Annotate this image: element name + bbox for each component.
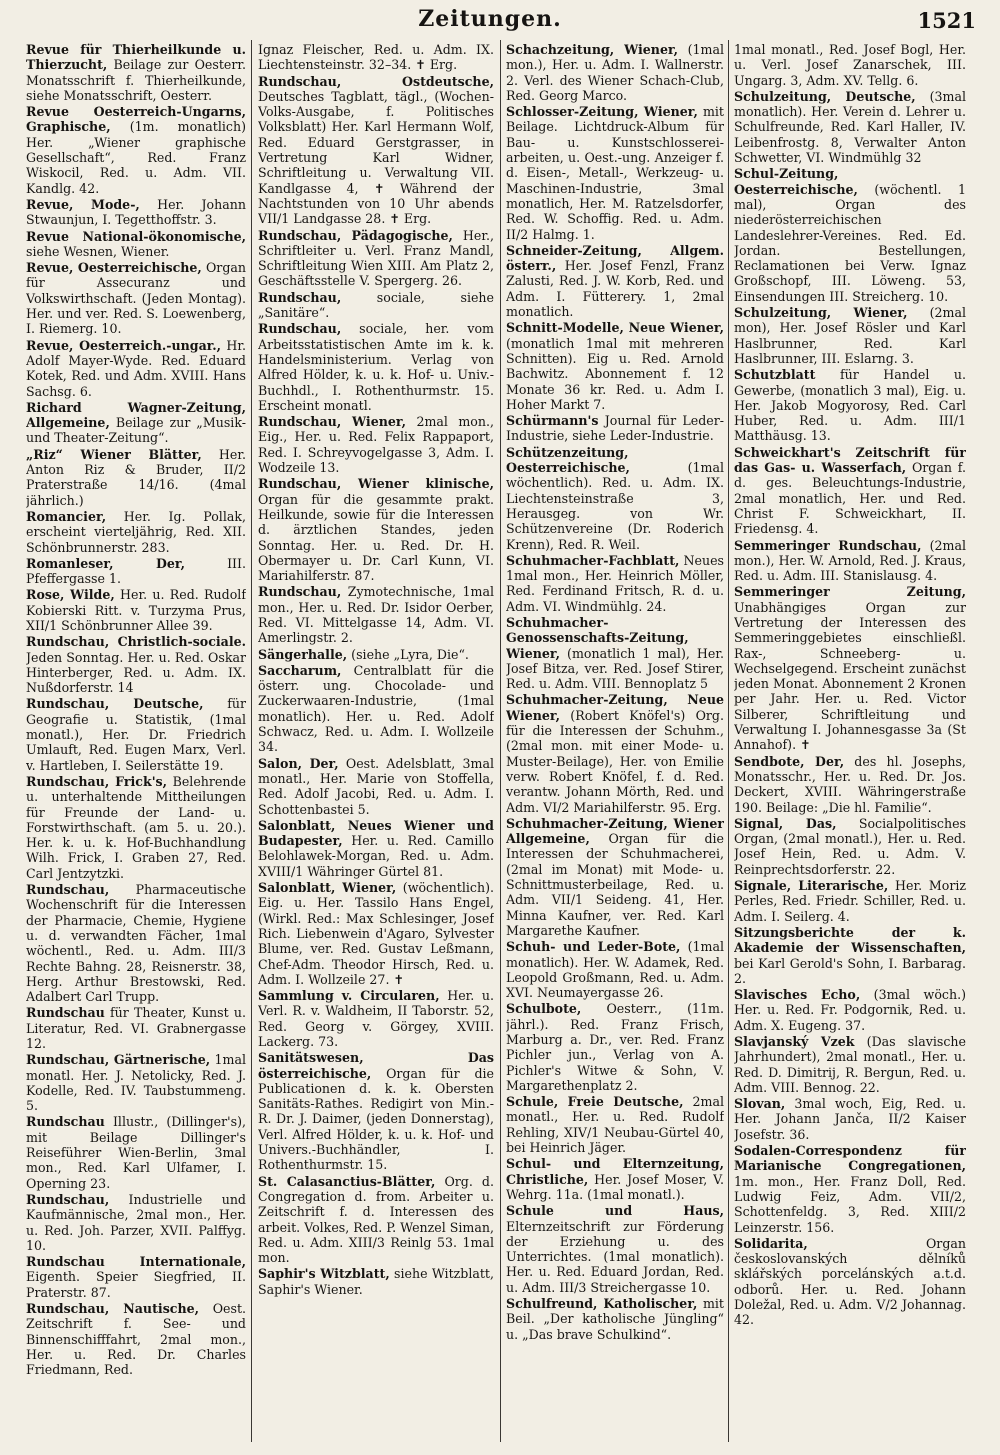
entry-text: Zymotechnische, 1mal mon., Her. u. Red. Dr. Isidor Oerber, Red. VI. Mittelgasse 14, Adm. VI. Amerlingstr. 2. [258, 584, 494, 646]
directory-entry [734, 925, 966, 986]
directory-entry [26, 1005, 246, 1051]
column-divider [251, 40, 252, 1442]
entry-title: Sanitätswesen, Das österreichische, [258, 1050, 494, 1081]
directory-entry [26, 556, 246, 587]
entry-text: (Das slavische Jahrhundert), 2mal monatl., Her. u. Red. D. Dimitrij, R. Bergun, Red. u. Adm. VIII. Bennog. 22. [734, 1034, 966, 1095]
directory-entry [734, 89, 966, 165]
directory-entry [258, 290, 494, 321]
column-divider [728, 40, 729, 1442]
entry-text: Journal für Leder-Industrie, siehe Leder-Industrie. [506, 413, 724, 444]
entry-title: Revue, Mode-, [26, 196, 140, 212]
entry-title: Schürmann's [506, 413, 599, 429]
entry-title: Schulfreund, Katholischer, [506, 1296, 698, 1312]
entry-title: Schule, Freie Deutsche, [506, 1094, 684, 1110]
entry-title: Schulbote, [506, 1001, 582, 1017]
directory-entry [26, 774, 246, 881]
directory-entry [26, 1114, 246, 1190]
directory-entry [734, 305, 966, 366]
directory-entry [734, 987, 966, 1033]
directory-entry [258, 321, 494, 413]
entry-text: Organ für die Publicationen d. k. k. Obersten Sanitäts-Rathes. Redigirt von Min.-R. Dr. J. Daimer, (jeden Donnerstag), Verl. Alfred Hölder, k. u. k. Hof- und Univers.-Buchhändler, I. Rothenthurmstr. 15. [258, 1065, 494, 1173]
entry-text: Organ českoslovanských dělníků sklářských porcelánských a.t.d. odborů. Her. u. Red. Johann Doležal, Red. u. Adm. V/2 Johannag. 42. [734, 1235, 966, 1328]
entry-title: Rundschau, Ostdeutsche, [258, 73, 494, 89]
directory-entry [734, 1143, 966, 1235]
directory-entry [734, 367, 966, 443]
entry-text: Belehrende u. unterhaltende Mittheilungen für Freunde der Land- u. Forstwirthschaft. (am 5. u. 20.). Her. k. u. k. Hof-Buchhandlung Wilh. Frick, I. Graben 27, Red. Carl Jentzytzki. [26, 773, 246, 881]
entry-text: für Geografie u. Statistik, (1mal monatl.), Her. Dr. Friedrich Umlauft, Red. Eugen Marx, Verl. v. Hartleben, I. Seilerstätte 19. [26, 696, 246, 773]
entry-text: Organ für die gesammte prakt. Heilkunde, sowie für die Interessen d. ärztlichen Standes, jeden Sonntag. Her. u. Red. Dr. H. Obermayer u. Dr. Carl Kunn, VI. Mariahilferstr. 87. [258, 491, 494, 584]
entry-text: Her. Anton Riz & Bruder, II/2 Praterstraße 14/16. (4mal jährlich.) [26, 446, 246, 508]
entry-title: Schützenzeitung, Oesterreichische, [506, 444, 630, 476]
directory-entry [506, 615, 724, 691]
directory-entry [506, 320, 724, 412]
entry-text: Industrielle und Kaufmännische, 2mal mon., Her. u. Red. Joh. Parzer, XVII. Palffyg. 10. [26, 1191, 246, 1253]
entry-text: Oest. Zeitschrift f. See- und Binnenschifffahrt, 2mal mon., Her. u. Red. Dr. Charles Friedmann, Red. [26, 1301, 246, 1378]
entry-text: (monatlich 1mal mit mehreren Schnitten). Eig u. Red. Arnold Bachwitz. Abonnement f. 12 Monate 36 kr. Red. u. Adm I. Hoher Markt 7. [506, 335, 724, 412]
entry-title: Signale, Literarische, [734, 878, 889, 894]
entry-title: Sitzungsberichte der k. Akademie der Wissenschaften, [734, 924, 966, 956]
directory-entry [26, 1301, 246, 1377]
entry-title: Semmeringer Rundschau, [734, 537, 922, 553]
directory-entry [506, 1203, 724, 1295]
entry-text: Ignaz Fleischer, Red. u. Adm. IX. Liechtensteinstr. 32–34. ✝ Erg. [258, 42, 494, 73]
directory-entry [26, 260, 246, 336]
entry-title: Salonblatt, Wiener, [258, 880, 397, 896]
entry-title: Rundschau, [258, 321, 342, 337]
directory-entry [506, 243, 724, 319]
entry-text: Her. Johann Stwaunjun, I. Tegetthoffstr. 3. [26, 196, 246, 228]
entry-text: sociale, her. vom Arbeitsstatistischen Amte im k. k. Handelsministerium. Verlag von Alfred Hölder, k. u. k. Hof- u. Univ.-Buchhdl., I. Rothenthurmstr. 15. Erscheint monatl. [258, 321, 494, 413]
column-divider [500, 40, 501, 1442]
directory-entry [734, 584, 966, 752]
page-heading: Zeitungen. [418, 6, 562, 32]
entry-text: 1m. mon., Her. Franz Doll, Red. Ludwig Feiz, Adm. VII/2, Schottenfeldg. 3, Red. XIII/2 Leinzerstr. 156. [734, 1173, 966, 1235]
entry-title: Rundschau [26, 1005, 105, 1021]
directory-entry [26, 1052, 246, 1113]
entry-text: Her. Moriz Perles, Red. Friedr. Schiller, Red. u. Adm. I. Seilerg. 4. [734, 878, 966, 924]
directory-entry [26, 197, 246, 228]
column-1 [26, 42, 246, 1442]
directory-entry [258, 756, 494, 817]
directory-entry [26, 696, 246, 772]
directory-entry [506, 413, 724, 444]
directory-entry [26, 882, 246, 1004]
entry-title: Schulzeitung, Deutsche, [734, 88, 916, 104]
directory-entry [26, 338, 246, 399]
directory-entry [26, 1192, 246, 1253]
entry-title: Schulzeitung, Wiener, [734, 305, 908, 321]
entry-title: Revue für Thierheilkunde u. Thierzucht, [26, 42, 246, 73]
entry-text: Her. Josef Fenzl, Franz Zalusti, Red. J. W. Korb, Red. und Adm. I. Fütterery. 1, 2mal monatlich. [506, 258, 724, 320]
directory-entry [258, 1266, 494, 1297]
entry-text: 2mal monatl., Her. u. Red. Rudolf Rehling, XIV/1 Neubau-Gürtel 40, bei Heinrich Jäger. [506, 1094, 724, 1156]
entry-text: (3mal wöch.) Her. u. Red. Fr. Podgornik, Red. u. Adm. X. Eugeng. 37. [734, 987, 966, 1033]
entry-text: siehe Wesnen, Wiener. [26, 243, 170, 259]
directory-entry [506, 104, 724, 242]
directory-entry [258, 1174, 494, 1266]
directory-entry [734, 538, 966, 584]
entry-title: Romancier, [26, 508, 107, 524]
directory-entry [506, 816, 724, 938]
directory-entry [734, 42, 966, 88]
entry-text: Elternzeitschrift zur Förderung der Erziehung u. des Unterrichtes. (1mal monatlich). Her. u. Red. Eduard Jordan, Red. u. Adm. III/3 Streichergasse 10. [506, 1218, 724, 1295]
directory-entry [506, 1001, 724, 1093]
directory-entry [26, 104, 246, 196]
entry-text: (wöchentlich). Eig. u. Her. Tassilo Hans Engel, (Wirkl. Red.: Max Schlesinger, Josef Rich. Liebenwein d'Agaro, Sylvester Blume, ver. Red. Gustav Leßmann, Chef-Adm. Theodor Hirsch, Red. u. Adm. I. Wollzeile 27. ✝ [258, 880, 494, 987]
entry-text: Her., Schriftleiter u. Verl. Franz Mandl, Schriftleitung Wien XIII. Am Platz 2, Geschäftsstelle V. Spergerg. 26. [258, 227, 494, 289]
entry-text: (siehe „Lyra, Die“. [347, 646, 469, 662]
directory-entry [258, 818, 494, 879]
directory-entry [506, 692, 724, 814]
entry-title: Schuhmacher-Zeitung, Wiener Allgemeine, [506, 815, 724, 847]
directory-entry [506, 445, 724, 552]
directory-entry [258, 584, 494, 645]
entry-text: Organ für die Interessen der Schuhmacherei, (2mal im Monat) mit Mode- u. Schnittmusterbeilage, Red. u. Adm. VII/1 Seideng. 41, Her. Minna Kaufner, ver. Red. Karl Margarethe Kaufner. [506, 831, 724, 938]
entry-title: Rundschau, Nautische, [26, 1301, 200, 1317]
directory-entry [258, 663, 494, 755]
entry-title: Romanleser, Der, [26, 555, 185, 571]
entry-title: Saphir's Witzblatt, [258, 1266, 390, 1282]
entry-title: St. Calasanctius-Blätter, [258, 1173, 436, 1189]
entry-text: Neues 1mal mon., Her. Heinrich Möller, Red. Ferdinand Fritsch, R. d. u. Adm. VI. Windmühlg. 24. [506, 552, 724, 614]
entry-title: Rundschau, Gärtnerische, [26, 1052, 211, 1068]
directory-entry [26, 634, 246, 695]
directory-entry [26, 42, 246, 103]
entry-text: Illustr., (Dillinger's), mit Beilage Dillinger's Reiseführer Wien-Berlin, 3mal mon., Red. Karl Ulfamer, I. Operning 23. [26, 1114, 246, 1191]
entry-title: Sendbote, Der, [734, 753, 845, 769]
entry-text: 2mal mon., Eig., Her. u. Red. Felix Rappaport, Red. I. Schreyvogelgasse 3, Adm. I. Wodzeile 13. [258, 414, 494, 476]
directory-entry [258, 414, 494, 475]
entry-title: Slovan, [734, 1096, 786, 1112]
directory-entry [26, 229, 246, 260]
entry-title: Signal, Das, [734, 815, 837, 831]
entry-text: Org. d. Congregation d. from. Arbeiter u. Zeitschrift f. d. Interessen des arbeit. Volkes, Red. P. Wenzel Siman, Red. u. Adm. XIII/3 Reinlg 53. 1mal mon. [258, 1173, 494, 1266]
entry-text: (2mal mon), Her. Josef Rösler und Karl Haslbrunner, Red. Karl Haslbrunner, III. Eslarng. 3. [734, 305, 966, 366]
entry-text: (1mal monatlich). Her. W. Adamek, Red. Leopold Großmann, Red. u. Adm. XVI. Neumayergasse 26. [506, 939, 724, 1001]
entry-title: Rundschau, Pädagogische, [258, 227, 453, 243]
directory-entry [258, 988, 494, 1049]
entry-text: sociale, siehe „Sanitäre“. [258, 289, 494, 321]
directory-entry [258, 476, 494, 583]
entry-title: Slavjanský Vzek [734, 1034, 855, 1049]
directory-entry [26, 587, 246, 633]
entry-title: Solidarita, [734, 1235, 808, 1251]
entry-title: Schuh- und Leder-Bote, [506, 939, 681, 955]
directory-entry [734, 754, 966, 815]
directory-entry [734, 166, 966, 304]
entry-text: Beilage zur Oesterr. Monatsschrift f. Thierheilkunde, siehe Monatsschrift, Oesterr. [26, 57, 246, 103]
entry-title: Schule und Haus, [506, 1203, 724, 1219]
directory-entry [258, 1050, 494, 1172]
entry-text: (1m. monatlich) Her. „Wiener graphische Gesellschaft“, Red. Franz Wiskocil, Red. u. Adm. VII. Kandlg. 42. [26, 119, 246, 196]
entry-text: Organ f. d. ges. Beleuchtungs-Industrie, 2mal monatlich, Her. und Red. Christ F. Schweickhart, II. Friedensg. 4. [734, 460, 966, 537]
entry-title: Schul-Zeitung, Oesterreichische, [734, 166, 858, 197]
entry-title: Schuhmacher-Fachblatt, [506, 552, 680, 568]
entry-title: „Riz“ Wiener Blätter, [26, 446, 202, 462]
entry-title: Rundschau, Wiener klinische, [258, 476, 494, 492]
directory-entry [26, 447, 246, 508]
entry-title: Rundschau, Deutsche, [26, 696, 204, 712]
directory-entry [258, 647, 494, 662]
entry-title: Schneider-Zeitung, Allgem. österr., [506, 242, 724, 274]
entry-text: (1mal mon.), Her. u. Adm. I. Wallnerstr. 2. Verl. des Wiener Schach-Club, Red. Georg Marco. [506, 42, 724, 103]
entry-text: III. Pfeffergasse 1. [26, 555, 246, 587]
entry-text: Her. u. Red. Rudolf Kobierski Ritt. v. Turzyma Prus, XII/1 Schönbrunner Allee 39. [26, 587, 246, 633]
entry-title: Rose, Wilde, [26, 587, 115, 603]
entry-title: Saccharum, [258, 662, 342, 678]
directory-entry [734, 445, 966, 537]
column-2 [258, 42, 494, 1442]
entry-text: (3mal monatlich). Her. Verein d. Lehrer u. Schulfreunde, Red. Karl Haller, IV. Leibenfrostg. 8, Verwalter Anton Schwetter, VI. Windmühlg 32 [734, 88, 966, 166]
directory-entry [506, 1156, 724, 1202]
directory-entry [734, 1096, 966, 1142]
entry-title: Sodalen-Correspondenz für Marianische Congregationen, [734, 1143, 966, 1174]
entry-text: (1mal wöchentlich). Red. u. Adm. IX. Liechtensteinstraße 3, Herausgeg. von Wr. Schützenvereine (Dr. Roderich Krenn), Red. R. Weil. [506, 460, 724, 552]
entry-text: 1mal monatl., Red. Josef Bogl, Her. u. Verl. Josef Zanarschek, III. Ungarg. 3, Adm. XV. Tellg. 6. [734, 42, 966, 88]
entry-title: Schlosser-Zeitung, Wiener, [506, 104, 698, 120]
entry-title: Revue, Oesterreich.-ungar., [26, 337, 222, 353]
column-4 [734, 42, 966, 1442]
entry-text: Her. Ig. Pollak, erscheint vierteljährig, Red. XII. Schönbrunnerstr. 283. [26, 508, 246, 555]
entry-title: Salon, Der, [258, 755, 339, 771]
entry-title: Rundschau, [258, 289, 342, 305]
directory-entry [734, 878, 966, 924]
entry-text: Her. u. Red. Camillo Belohlawek-Morgan, Red. u. Adm. XVIII/1 Währinger Gürtel 81. [258, 833, 494, 879]
entry-title: Sängerhalle, [258, 646, 348, 662]
entry-text: Oesterr., (11m. jährl.). Red. Franz Frisch, Marburg a. Dr., ver. Red. Franz Pichler jun., Verlag von A. Pichler's Witwe & Sohn, V. Margarethenplatz 2. [506, 1001, 724, 1093]
entry-text: Unabhängiges Organ zur Vertretung der Interessen des Semmeringgebietes einschließl. Rax-, Schneeberg- u. Wechselgegend. Erscheint zunächst jeden Monat. Abonnement 2 Kronen per Jahr. Her. u. Red. Victor Silberer, Schriftleitung und Verwaltung I. Johannesgasse 3a (St Annahof). ✝ [734, 599, 966, 753]
directory-entry [258, 74, 494, 227]
directory-entry [506, 42, 724, 103]
directory-entry [26, 400, 246, 446]
entry-text: Hr. Adolf Mayer-Wyde. Red. Eduard Kotek, Red. und Adm. XVIII. Hans Sachsg. 6. [26, 337, 246, 399]
directory-entry [734, 816, 966, 877]
entry-text: Deutsches Tagblatt, tägl., (Wochen-Volks-Ausgabe, f. Politisches Volksblatt) Her. Karl Hermann Wolf, Red. Eduard Gerstgrasser, in Vertretung Karl Widner, Schriftleitung u. Verwaltung VII. Kandlgasse 4, ✝ Während der Nachtstunden von 10 Uhr abends VII/1 Landgasse 28. ✝ Erg. [258, 88, 494, 227]
entry-title: Rundschau, [26, 882, 110, 898]
entry-title: Rundschau [26, 1114, 105, 1130]
directory-entry [258, 42, 494, 73]
entry-text: für Handel u. Gewerbe, (monatlich 3 mal), Eig. u. Her. Jakob Mogyorosy, Red. Carl Huber, Red. u. Adm. III/1 Matthäusg. 13. [734, 367, 966, 444]
entry-text: (Robert Knöfel's) Org. für die Interessen der Schuhm., (2mal mon. mit einer Mode- u. Muster-Beilage), Her. von Emilie verw. Robert Knöfel, f. d. Red. verantw. Johann Mörth, Red. und Adm. VI/2 Mariahilferstr. 95. Erg. [506, 707, 724, 815]
entry-title: Schuhmacher-Zeitung, Neue Wiener, [506, 692, 724, 723]
entry-text: des hl. Josephs, Monatsschr., Her. u. Red. Dr. Jos. Deckert, XVIII. Währingerstraße 190. Beilage: „Die hl. Familie“. [734, 753, 966, 815]
entry-text: mit Beilage. Lichtdruck-Album für Bau- u. Kunstschlosserei-arbeiten, u. Oest.-ung. Anzeiger f. d. Eisen-, Metall-, Werkzeug- u. Maschinen-Industrie, 3mal monatlich, Her. M. Ratzelsdorfer, Red. W. Schoffig. Red. u. Adm. II/2 Halmg. 1. [506, 104, 724, 242]
entry-title: Rundschau, [26, 1191, 110, 1207]
directory-entry [506, 939, 724, 1000]
entry-title: Schul- und Elternzeitung, Christliche, [506, 1156, 724, 1187]
entry-title: Rundschau Internationale, [26, 1254, 246, 1270]
entry-text: 3mal woch, Eig, Red. u. Her. Johann Janča, II/2 Kaiser Josefstr. 36. [734, 1096, 966, 1142]
entry-title: Rundschau, Wiener, [258, 414, 407, 430]
entry-text: Socialpolitisches Organ, (2mal monatl.), Her. u. Red. Josef Hein, Red. u. Adm. V. Reinprechtsdorferstr. 22. [734, 815, 966, 877]
entry-text: (wöchentl. 1 mal), Organ des niederösterreichischen Landeslehrer-Vereines. Red. Ed. Jordan. Bestellungen, Reclamationen bei Verw. Ignaz Großschopf, III. Löweng. 53, Einsendungen III. Streicherg. 10. [734, 181, 966, 304]
directory-entry [258, 228, 494, 289]
entry-title: Rundschau, Christlich-sociale. [26, 634, 246, 650]
entry-text: Oest. Adelsblatt, 3mal monatl., Her. Marie von Stoffella, Red. Adolf Jacobi, Red. u. Adm. I. Schottenbastei 5. [258, 755, 494, 817]
entry-text: 1mal monatl. Her. J. Netolicky, Red. J. Kodelle, Red. IV. Taubstummeng. 5. [26, 1052, 246, 1114]
entry-title: Schnitt-Modelle, Neue Wiener, [506, 320, 724, 336]
entry-title: Salonblatt, Neues Wiener und Budapester, [258, 817, 494, 849]
entry-text: Beilage zur „Musik- und Theater-Zeitung“. [26, 415, 246, 446]
entry-text: (monatlich 1 mal), Her. Josef Bitza, ver. Red. Josef Stirer, Red. u. Adm. VIII. Bennoplatz 5 [506, 645, 724, 692]
directory-entry [258, 880, 494, 987]
entry-title: Slavisches Echo, [734, 987, 861, 1003]
directory-entry [506, 1296, 724, 1342]
entry-text: Eigenth. Speier Siegfried, II. Praterstr. 87. [26, 1269, 246, 1300]
entry-text: mit Beil. „Der katholische Jüngling“ u. „Das brave Schulkind“. [506, 1296, 724, 1342]
directory-entry [734, 1236, 966, 1328]
entry-title: Schutzblatt [734, 367, 816, 383]
entry-title: Rundschau, [258, 584, 342, 600]
entry-text: (2mal mon.), Her. W. Arnold, Red. J. Kraus, Red. u. Adm. III. Stanislausg. 4. [734, 537, 966, 584]
entry-title: Revue Oesterreich-Ungarns, Graphische, [26, 104, 246, 135]
directory-entry [26, 1254, 246, 1300]
directory-entry [26, 509, 246, 555]
entry-text: Centralblatt für die österr. ung. Chocolade- und Zuckerwaaren-Industrie, (1mal monatlich). Her. u. Red. Adolf Schwacz, Red. u. Adm. I. Wollzeile 34. [258, 662, 494, 755]
entry-title: Richard Wagner-Zeitung, Allgemeine, [26, 399, 246, 431]
entry-title: Revue, Oesterreichische, [26, 260, 202, 276]
entry-text: bei Karl Gerold's Sohn, I. Barbarag. 2. [734, 955, 966, 986]
entry-text: für Theater, Kunst u. Literatur, Red. VI. Grabnergasse 12. [26, 1005, 246, 1051]
column-3 [506, 42, 724, 1442]
entry-title: Schuhmacher-Genossenschafts-Zeitung, Wiener, [506, 614, 689, 661]
entry-title: Semmeringer Zeitung, [734, 584, 966, 600]
directory-entry [734, 1034, 966, 1095]
entry-text: Organ für Assecuranz und Volkswirthschaft. (Jeden Montag). Her. und ver. Red. S. Loewenberg, I. Riemerg. 10. [26, 260, 246, 337]
page-number: 1521 [917, 8, 976, 33]
entry-text: siehe Witzblatt, Saphir's Wiener. [258, 1266, 494, 1297]
entry-title: Schachzeitung, Wiener, [506, 42, 679, 57]
entry-text: Her. u. Verl. R. v. Waldheim, II Taborstr. 52, Red. Georg v. Görgey, XVIII. Lackerg. 73. [258, 988, 494, 1049]
entry-text: Pharmaceutische Wochenschrift für die Interessen der Pharmacie, Chemie, Hygiene u. d. verwandten Fächer, 1mal wöchentl., Red. u. Adm. III/3 Rechte Bahng. 28, Reisnerstr. 38, Herg. Arthur Brestowski, Red. Adalbert Carl Trupp. [26, 882, 246, 1005]
directory-entry [506, 1094, 724, 1155]
directory-entry [506, 553, 724, 614]
entry-title: Revue National-ökonomische, [26, 228, 246, 244]
entry-title: Rundschau, Frick's, [26, 773, 168, 789]
entry-text: Her. Josef Moser, V. Wehrg. 11a. (1mal monatl.). [506, 1171, 724, 1202]
entry-text: Jeden Sonntag. Her. u. Red. Oskar Hinterberger, Red. u. Adm. IX. Nußdorferstr. 14 [26, 649, 246, 696]
entry-title: Sammlung v. Circularen, [258, 988, 440, 1004]
entry-title: Schweickhart's Zeitschrift für das Gas- u. Wasserfach, [734, 444, 966, 476]
